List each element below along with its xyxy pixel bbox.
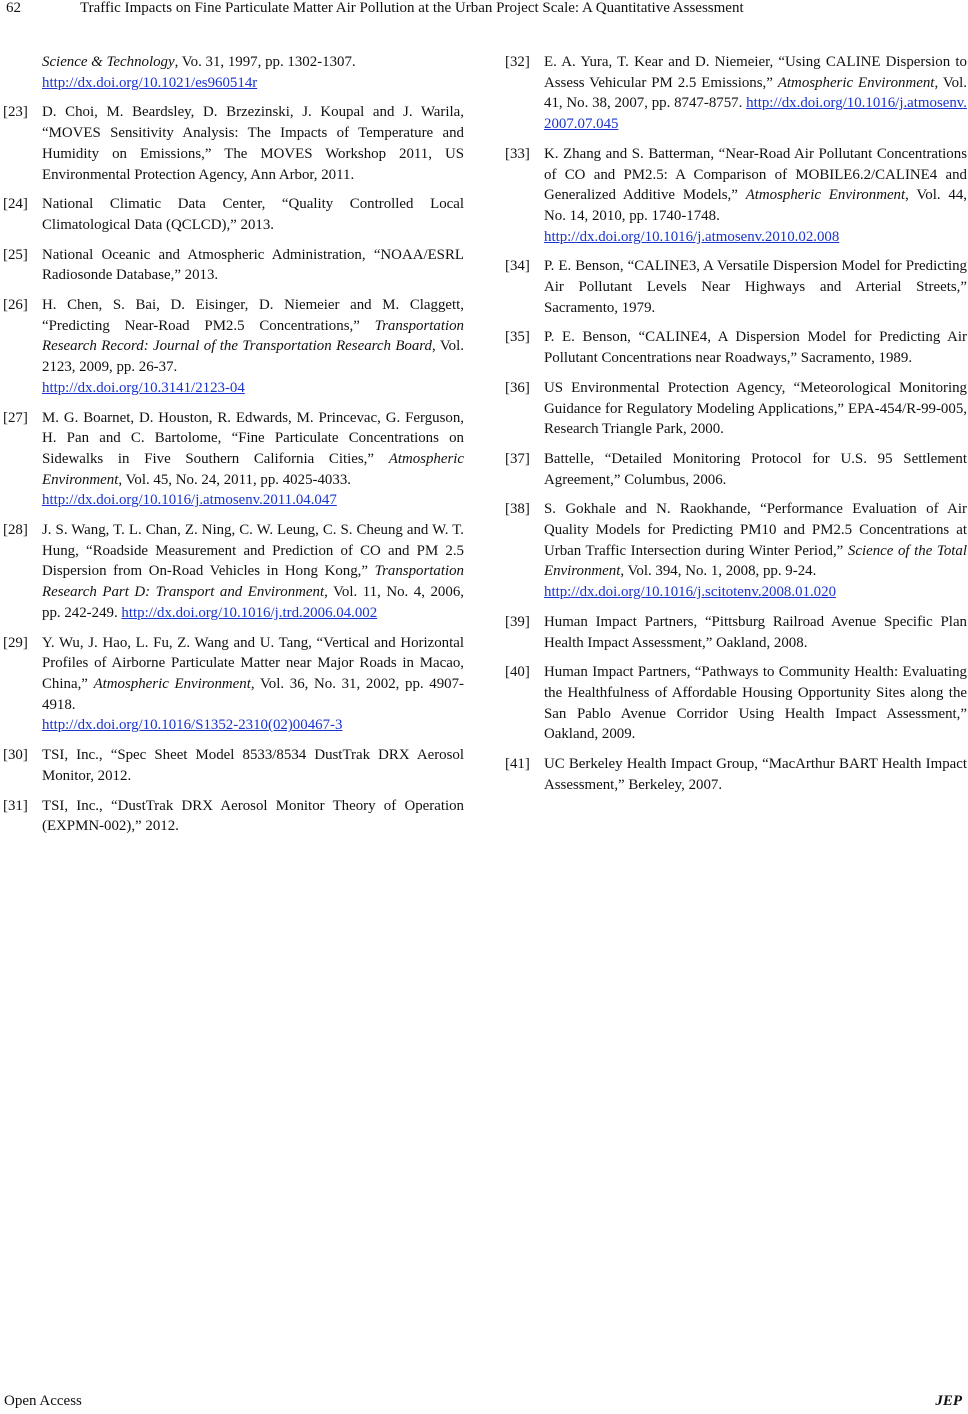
reference-doi-link[interactable]: http://dx.doi.org/10.1016/S1352-2310(02)00467-3 [42,717,343,734]
reference-text: P. E. Benson, “CALINE3, A Versatile Dispersion Model for Predicting Air Pollutant Levels Near Highways and Arterial Streets,” Sacramento, 1979. [544,258,967,316]
reference-text: UC Berkeley Health Impact Group, “MacArthur BART Health Impact Assessment,” Berkeley, 2007. [544,756,967,793]
reference-number: [26] [3,297,28,314]
reference-source-title: Atmospheric Environment [745,187,906,204]
reference-entry [505,449,967,490]
reference-text: H. Chen, S. Bai, D. Eisinger, D. Niemeier and M. Claggett, “Predicting Near-Road PM2.5 Concentrations,” [42,297,464,334]
reference-entry [3,408,464,512]
reference-entry [505,52,967,135]
reference-text: Battelle, “Detailed Monitoring Protocol for U.S. 95 Settlement Agreement,” Columbus, 2006. [544,450,967,488]
reference-details: , Vol. 45, No. 24, 2011, pp. 4025-4033. [118,471,351,488]
reference-details: , Vol. 41, No. 38, 2007, pp. 8747-8757. [544,74,967,112]
reference-entry [3,295,464,399]
reference-source-title: Transportation Research Record: Journal of the Transportation Research Board [42,317,464,355]
reference-entry [505,662,967,745]
reference-number: [30] [3,747,28,764]
reference-doi-link[interactable]: http://dx.doi.org/10.3141/2123-04 [42,379,245,396]
reference-entry [3,245,464,286]
reference-number: [27] [3,409,28,426]
reference-entry [3,745,464,786]
reference-entry [505,378,967,440]
reference-number: [29] [3,634,28,651]
reference-details: , Vol. 11, No. 4, 2006, pp. 242-249. [42,584,464,621]
footer-open-access: Open Access [4,1393,82,1409]
reference-source-title: Transportation Research Part D: Transport and Environment [42,563,464,601]
page-number: 62 [6,0,21,16]
reference-source-title: Atmospheric Environment [42,450,464,488]
reference-doi-link[interactable]: http://dx.doi.org/10.1016/j.atmosenv.2011.04.047 [42,492,337,509]
continuation-text: , Vo. 31, 1997, pp. 1302-1307. [174,54,356,70]
reference-text: K. Zhang and S. Batterman, “Near-Road Air Pollutant Concentrations of CO and PM2.5: A Comparison of MOBILE6.2/CALINE4 and Generalized Additive Models,” [544,145,967,204]
reference-entry [3,633,464,737]
reference-doi-link[interactable]: http://dx.doi.org/10.1016/j.trd.2006.04.002 [121,604,378,621]
reference-number: [40] [505,664,530,681]
reference-source-title: Atmospheric Environment [777,74,935,91]
reference-number: [34] [505,258,530,275]
reference-number: [23] [3,104,28,121]
reference-source-title: Science of the Total Environment [544,542,967,580]
reference-text: Human Impact Partners, “Pathways to Community Health: Evaluating the Healthfulness of Affordable Housing Opportunity Sites along the San Pablo Avenue Corridor Using Health Impact Assessment,” Oakland, 2009. [544,664,967,743]
reference-entry [505,499,967,603]
reference-number: [24] [3,196,28,213]
reference-doi-link[interactable]: http://dx.doi.org/10.1016/j.atmosenv.2010.02.008 [544,228,840,245]
reference-details: , Vol. 36, No. 31, 2002, pp. 4907-4918. [42,675,465,713]
reference-number: [33] [505,145,530,162]
reference-entry [3,194,464,235]
running-title: Traffic Impacts on Fine Particulate Matter Air Pollution at the Urban Project Scale: A Quantitative Assessment [80,0,744,16]
reference-text: E. A. Yura, T. Kear and D. Niemeier, “Using CALINE Dispersion to Assess Vehicular PM 2.5 Emissions,” [544,54,967,91]
reference-details: , Vol. 394, No. 1, 2008, pp. 9-24. [620,563,817,580]
reference-doi-link[interactable]: http://dx.doi.org/10.1016/j.atmosenv.2007.07.045 [544,95,967,133]
reference-entry [3,796,464,837]
reference-text: M. G. Boarnet, D. Houston, R. Edwards, M. Princevac, G. Ferguson, H. Pan and C. Bartolome, “Fine Particulate Concentrations on Sidewalks in Five Southern California Cities,” [42,409,464,467]
reference-number: [38] [505,501,530,518]
reference-entry [505,754,967,795]
reference-number: [28] [3,522,28,539]
reference-source-title: Atmospheric Environment [93,675,251,692]
reference-entry [505,612,967,653]
reference-text: National Oceanic and Atmospheric Administration, “NOAA/ESRL Radiosonde Database,” 2013. [42,246,464,284]
reference-text: J. S. Wang, T. L. Chan, Z. Ning, C. W. Leung, C. S. Cheung and W. T. Hung, “Roadside Measurement and Prediction of CO and PM 2.5 Dispersion from On-Road Vehicles in Hong Kong,” [42,522,464,580]
reference-text: P. E. Benson, “CALINE4, A Dispersion Model for Predicting Air Pollutant Concentrations near Roadways,” Sacramento, 1989. [544,329,967,367]
continuation-journal: Science & Technology [42,54,175,70]
reference-number: [35] [505,329,530,346]
reference-entry [505,144,967,248]
reference-entry [3,520,464,624]
reference-entry [505,256,967,318]
reference-details: , Vol. 2123, 2009, pp. 26-37. [42,338,464,376]
reference-text: S. Gokhale and N. Raokhande, “Performance Evaluation of Air Quality Models for Predicting PM10 and PM2.5 Concentrations at Urban Traffic Intersection during Winter Period,” [544,501,967,559]
reference-number: [25] [3,246,28,263]
footer-journal-abbrev: JEP [935,1393,962,1409]
reference-text: D. Choi, M. Beardsley, D. Brzezinski, J. Koupal and J. Warila, “MOVES Sensitivity Analysis: The Impacts of Temperature and Humidity on Emissions,” The MOVES Workshop 2011, US Environmental Protection Agency, Ann Arbor, 2011. [42,104,464,183]
reference-number: [37] [505,450,530,467]
reference-text: TSI, Inc., “DustTrak DRX Aerosol Monitor Theory of Operation (EXPMN-002),” 2012. [42,797,464,835]
reference-text: US Environmental Protection Agency, “Meteorological Monitoring Guidance for Regulatory Modeling Applications,” EPA-454/R-99-005, Research Triangle Park, 2000. [544,379,967,438]
reference-entry [505,327,967,368]
reference-number: [41] [505,756,530,773]
reference-doi-link[interactable]: http://dx.doi.org/10.1016/j.scitotenv.2008.01.020 [544,584,837,601]
continuation-doi-link[interactable]: http://dx.doi.org/10.1021/es960514r [42,74,258,91]
reference-text: Y. Wu, J. Hao, L. Fu, Z. Wang and U. Tang, “Vertical and Horizontal Profiles of Airborne Particulate Matter near Major Roads in Macao, China,” [42,634,464,692]
reference-column-left [3,52,464,846]
reference-details: , Vol. 44, No. 14, 2010, pp. 1740-1748. [544,187,968,224]
reference-continuation [3,52,464,93]
page-footer [0,1393,968,1414]
reference-text: Human Impact Partners, “Pittsburg Railroad Avenue Specific Plan Health Impact Assessment,” Oakland, 2008. [544,613,967,651]
reference-entry [3,102,464,185]
page-header [0,0,968,22]
reference-number: [31] [3,797,28,814]
reference-text: TSI, Inc., “Spec Sheet Model 8533/8534 DustTrak DRX Aerosol Monitor, 2012. [42,747,464,784]
reference-text: National Climatic Data Center, “Quality Controlled Local Climatological Data (QCLCD),” 2013. [42,196,464,233]
reference-number: [32] [505,54,530,70]
reference-number: [36] [505,379,530,396]
reference-column-right [505,52,967,805]
reference-number: [39] [505,613,530,630]
